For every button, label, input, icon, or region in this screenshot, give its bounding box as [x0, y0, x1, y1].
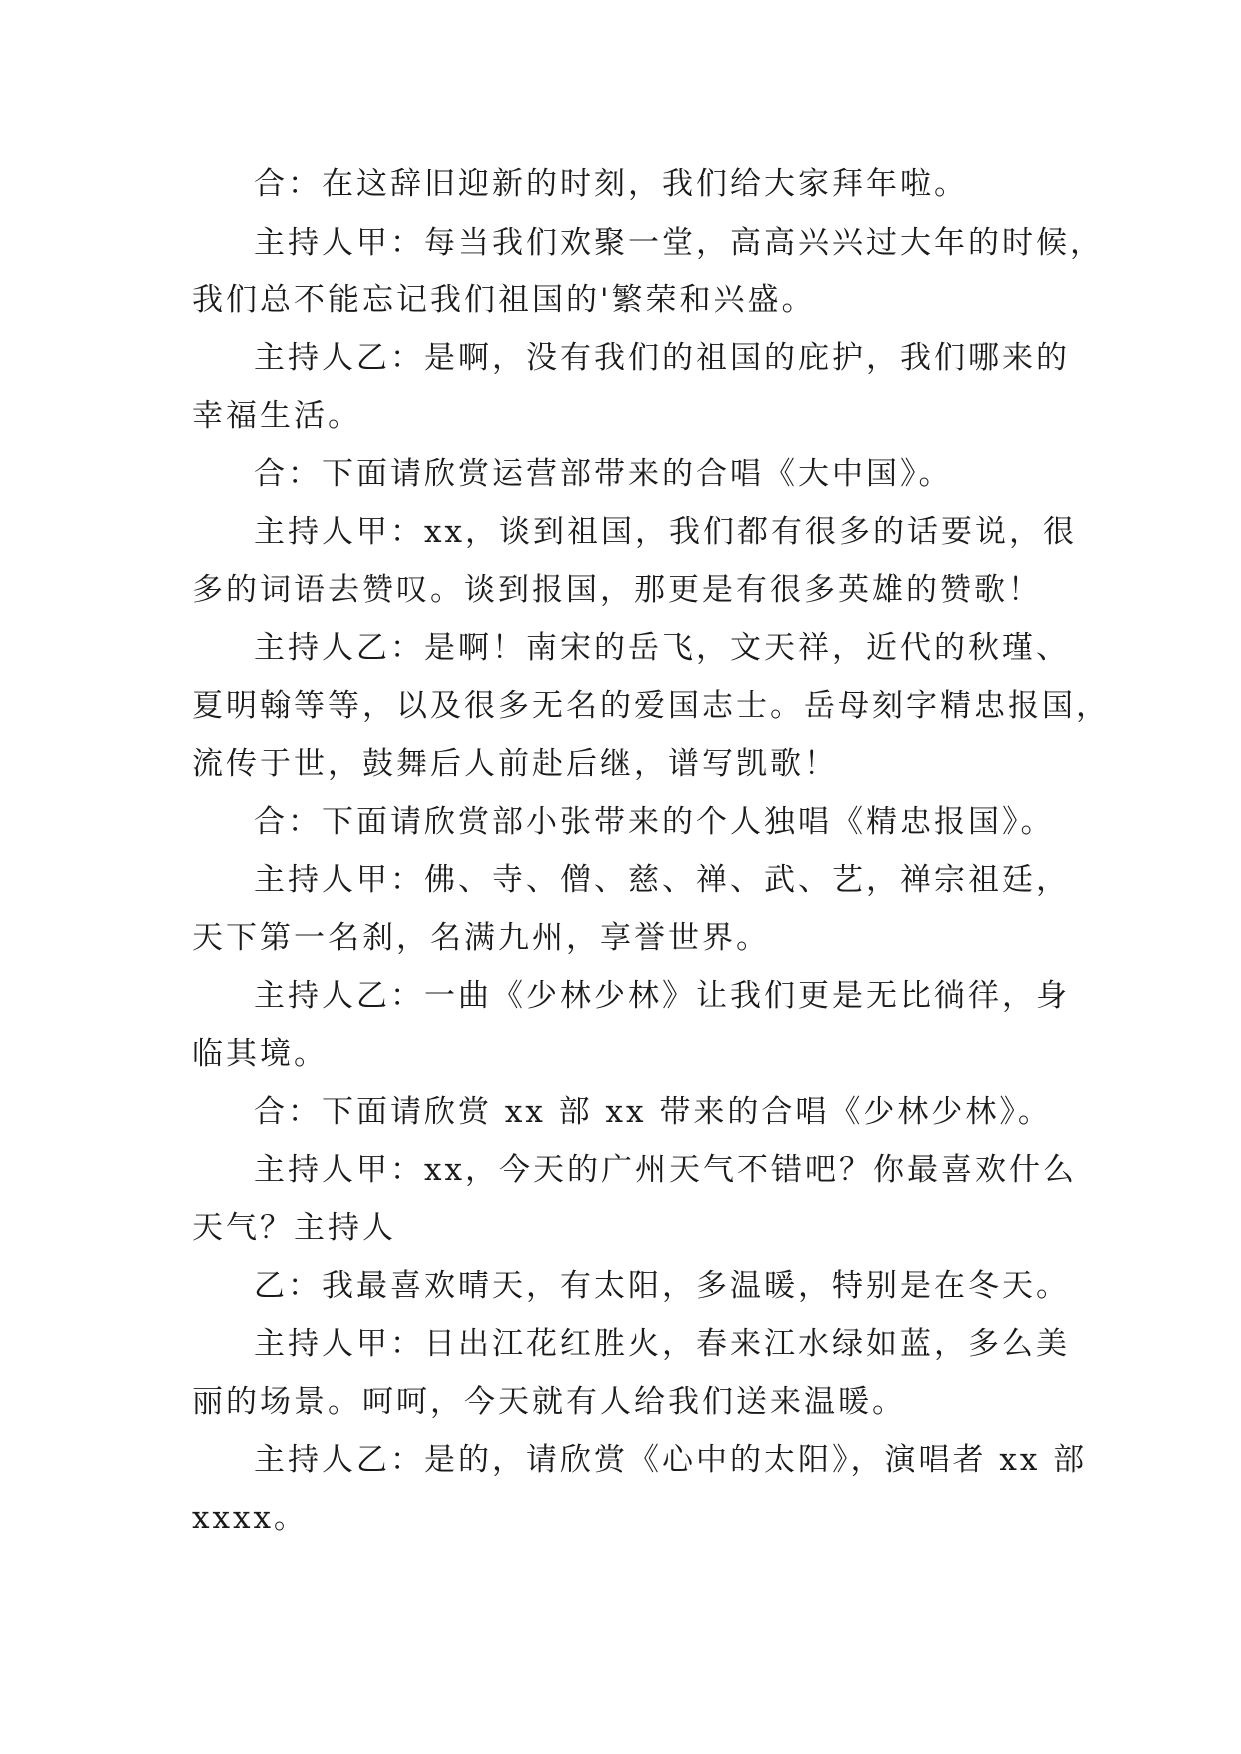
paragraph-line: 天气？主持人	[192, 1210, 396, 1246]
paragraph-line: 主持人乙：是啊，没有我们的祖国的庇护，我们哪来的	[254, 340, 1070, 376]
paragraph-line: 我们总不能忘记我们祖国的'繁荣和兴盛。	[192, 282, 816, 318]
paragraph-line: 夏明翰等等，以及很多无名的爱国志士。岳母刻字精忠报国，	[192, 688, 1110, 724]
paragraph-line: 天下第一名刹，名满九州，享誉世界。	[192, 920, 770, 956]
paragraph-line: 主持人甲：佛、寺、僧、慈、禅、武、艺，禅宗祖廷，	[254, 862, 1070, 898]
paragraph-line: 合：下面请欣赏 xx 部 xx 带来的合唱《少林少林》。	[254, 1094, 1052, 1130]
paragraph-line: 主持人乙：是的，请欣赏《心中的太阳》，演唱者 xx 部	[254, 1442, 1088, 1478]
paragraph-line: 临其境。	[192, 1036, 328, 1072]
paragraph-line: 主持人甲：xx，谈到祖国，我们都有很多的话要说，很	[254, 514, 1077, 550]
paragraph-line: 丽的场景。呵呵，今天就有人给我们送来温暖。	[192, 1384, 906, 1420]
paragraph-line: 乙：我最喜欢晴天，有太阳，多温暖，特别是在冬天。	[254, 1268, 1070, 1304]
paragraph-line: xxxx。	[192, 1500, 308, 1536]
paragraph-line: 多的词语去赞叹。谈到报国，那更是有很多英雄的赞歌！	[192, 572, 1042, 608]
paragraph-line: 合：在这辞旧迎新的时刻，我们给大家拜年啦。	[254, 166, 968, 202]
paragraph-line: 主持人甲：xx，今天的广州天气不错吧？你最喜欢什么	[254, 1152, 1077, 1188]
paragraph-line: 流传于世，鼓舞后人前赴后继，谱写凯歌！	[192, 746, 838, 782]
paragraph-line: 主持人甲：日出江花红胜火，春来江水绿如蓝，多么美	[254, 1326, 1070, 1362]
paragraph-line: 幸福生活。	[192, 398, 362, 434]
paragraph-line: 主持人乙：一曲《少林少林》让我们更是无比徜徉，身	[254, 978, 1070, 1014]
paragraph-line: 主持人乙：是啊！南宋的岳飞，文天祥，近代的秋瑾、	[254, 630, 1070, 666]
paragraph-line: 合：下面请欣赏运营部带来的合唱《大中国》。	[254, 456, 953, 492]
paragraph-line: 合：下面请欣赏部小张带来的个人独唱《精忠报国》。	[254, 804, 1055, 840]
paragraph-line: 主持人甲：每当我们欢聚一堂，高高兴兴过大年的时候，	[254, 225, 1104, 261]
